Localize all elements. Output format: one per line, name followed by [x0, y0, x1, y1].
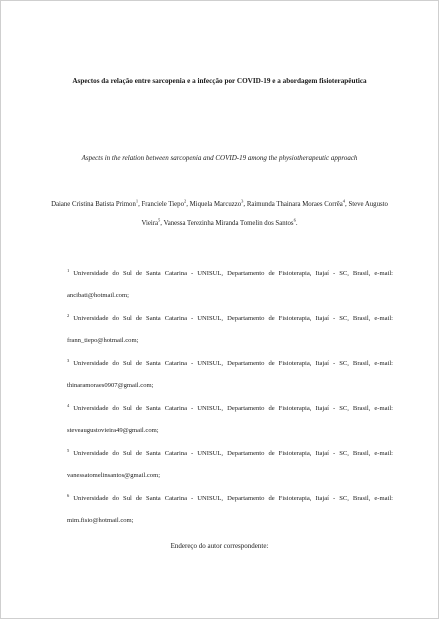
author-name: Raimunda Thainara Moraes Corrêa: [246, 201, 343, 208]
affiliation-text: Universidade do Sul de Santa Catarina - UNISUL, Departamento de Fisioterapia, Itajaí - SC, Brasil, e-mail: thinaramoraes0907@gmail.com;: [67, 360, 394, 389]
affiliation-text: Universidade do Sul de Santa Catarina - UNISUL, Departamento de Fisioterapia, Itajaí - SC, Brasil, e-mail: vanessatomelinsantos@gmail.com;: [67, 450, 394, 479]
affiliation-mark: 5: [67, 447, 70, 453]
author-affiliation-mark: 6: [293, 217, 296, 223]
affiliation-entry: [67, 308, 393, 352]
author-separator: ,: [186, 201, 190, 208]
affiliation-entry: [67, 353, 393, 397]
author-separator: ,: [243, 201, 247, 208]
affiliation-entry: [67, 398, 393, 442]
author-separator: ,: [345, 201, 349, 208]
affiliation-text: Universidade do Sul de Santa Catarina - UNISUL, Departamento de Fisioterapia, Itajaí - SC, Brasil, e-mail: ancibati@hotmail.com;: [67, 270, 394, 299]
author-name: Steve Augusto Vieira: [141, 201, 388, 227]
affiliation-mark: 2: [67, 312, 70, 318]
author-name: Vanessa Terezinha Miranda Tomelin dos Santos: [163, 220, 294, 227]
corresponding-author-label: Endereço do autor correspondente:: [170, 542, 269, 550]
affiliation-entry: [67, 488, 393, 532]
affiliation-text: Universidade do Sul de Santa Catarina - UNISUL, Departamento de Fisioterapia, Itajaí - SC, Brasil, e-mail: mim.fisio@hotmail.com;: [67, 495, 394, 524]
affiliation-text: Universidade do Sul de Santa Catarina - UNISUL, Departamento de Fisioterapia, Itajaí - SC, Brasil, e-mail: frann_tiepo@hotmail.com;: [67, 315, 394, 344]
author-entry: [51, 198, 142, 208]
author-entry: [246, 198, 349, 208]
author-affiliation-mark: 4: [342, 198, 346, 204]
affiliation-entry: [67, 443, 393, 487]
paper-title: Aspectos da relação entre sarcopenia e a infecção por COVID-19 e a abordagem fisioterapêutica: [72, 77, 367, 85]
author-separator: ,: [138, 201, 142, 208]
author-affiliation-mark: 2: [183, 198, 187, 204]
author-separator: .: [295, 220, 298, 227]
author-entry: [163, 217, 298, 227]
author-affiliation-mark: 5: [158, 217, 161, 223]
author-affiliation-mark: 3: [241, 198, 244, 204]
affiliation-text: Universidade do Sul de Santa Catarina - UNISUL, Departamento de Fisioterapia, Itajaí - SC, Brasil, e-mail: steveaugustovieira49@gmail.com;: [67, 405, 394, 434]
affiliation-mark: 3: [67, 357, 70, 363]
author-affiliation-mark: 1: [135, 198, 139, 204]
author-name: Daiane Cristina Batista Primon: [51, 201, 136, 208]
affiliation-mark: 1: [67, 267, 70, 273]
author-name: Franciele Tiepo: [141, 201, 184, 208]
author-list: [41, 195, 398, 233]
author-separator: ,: [160, 220, 164, 227]
affiliation-mark: 6: [67, 492, 70, 498]
affiliation-mark: 4: [67, 402, 70, 408]
paper-subtitle-english: Aspects in the relation between sarcopenia and COVID-19 among the physiotherapeutic approach: [81, 154, 358, 162]
author-entry: [189, 198, 247, 208]
affiliation-entry: [67, 263, 393, 307]
author-name: Miquela Marcuzzo: [189, 201, 242, 208]
author-entry: [141, 198, 190, 208]
